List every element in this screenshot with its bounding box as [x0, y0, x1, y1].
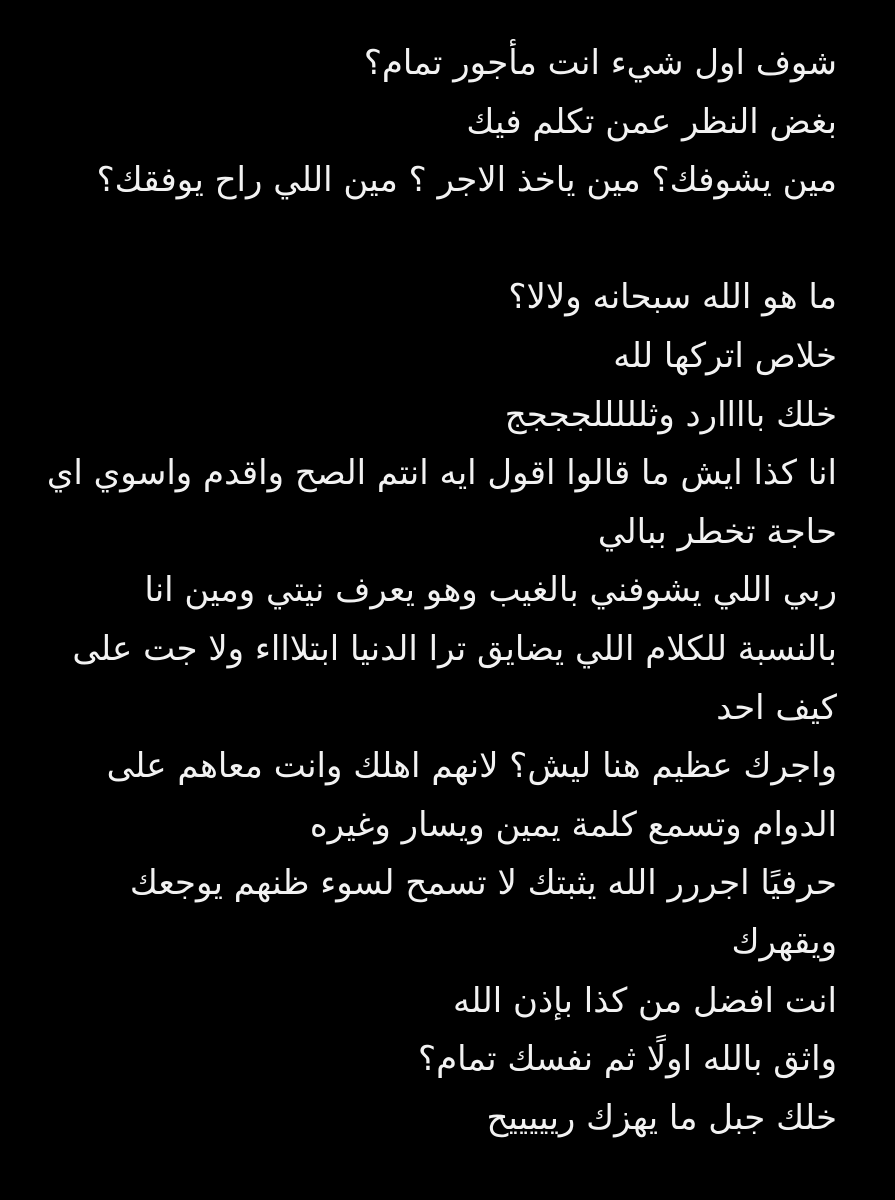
note-line-2: بغض النظر عمن تكلم فيك — [466, 101, 837, 142]
note-line-10: ربي اللي يشوفني بالغيب وهو يعرف نيتي ومين انا — [144, 570, 837, 611]
note-line-15: حرفيًا اجررر الله يثبتك لا تسمح لسوء ظنهم يوجعك — [129, 863, 837, 904]
note-line-8: انا كذا ايش ما قالوا اقول ايه انتم الصح واقدم واسوي اي — [46, 453, 837, 494]
note-line-5: ما هو الله سبحانه ولالا؟ — [508, 277, 837, 318]
note-line-13: واجرك عظيم هنا ليش؟ لانهم اهلك وانت معاهم على — [106, 746, 837, 787]
note-line-7: خلك باااارد وثلللللجججج — [504, 394, 837, 435]
note-line-12: كيف احد — [716, 687, 837, 728]
note-line-3: مين يشوفك؟ مين ياخذ الاجر ؟ مين اللي راح يوفقك؟ — [96, 160, 837, 201]
note-line-blank — [40, 210, 837, 269]
note-line-9: حاجة تخطر ببالي — [597, 511, 837, 552]
note-line-14: الدوام وتسمع كلمة يمين ويسار وغيره — [309, 804, 837, 845]
note-line-16: ويقهرك — [731, 921, 837, 962]
note-line-17: انت افضل من كذا بإذن الله — [452, 980, 837, 1021]
note-line-11: بالنسبة للكلام اللي يضايق ترا الدنيا ابتلاااء ولا جت على — [72, 628, 837, 669]
note-line-1: شوف اول شيء انت مأجور تمام؟ — [363, 43, 837, 83]
note-line-18: واثق بالله اولًا ثم نفسك تمام؟ — [418, 1039, 837, 1080]
note-line-19: خلك جبل ما يهزك ريييييح — [486, 1097, 837, 1138]
note-body — [40, 34, 837, 1147]
note-line-6: خلاص اتركها لله — [613, 335, 837, 376]
